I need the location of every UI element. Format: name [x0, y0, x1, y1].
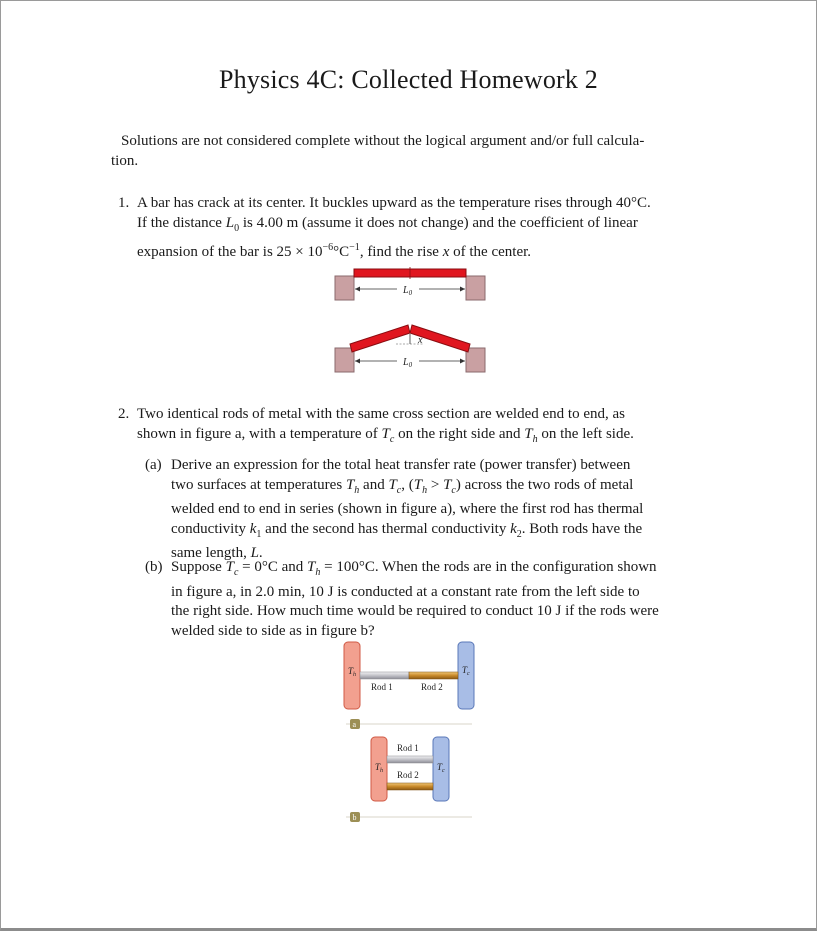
rod-2-label-a: Rod 2: [421, 682, 443, 692]
part-a-line: same length, L.: [171, 545, 263, 561]
part-a-line: welded end to end in series (shown in figure a), where the first rod has thermal: [171, 501, 644, 517]
part-b-line: in figure a, in 2.0 min, 10 J is conducted at a constant rate from the left side to: [171, 583, 640, 600]
l0-label-top: $L_0$: [403, 285, 413, 297]
figure-2-rods: [1, 1, 819, 936]
problem-2-line: shown in figure a, with a temperature of $T_c$ on the right side and $T_h$ on the left side.: [137, 425, 634, 445]
problem-1-number: 1.: [118, 195, 130, 211]
th-label-a: $T_h$: [348, 666, 357, 678]
figure-b-tag-text: b: [352, 813, 357, 822]
rod-1-label-b: Rod 1: [397, 743, 419, 753]
tc-label-b: $T_c$: [437, 762, 445, 774]
intro-line: Solutions are not considered complete without the logical argument and/or full calcula-: [121, 133, 645, 149]
rise-label: x: [418, 335, 423, 346]
part-a-line: Derive an expression for the total heat transfer rate (power transfer) between: [171, 457, 631, 473]
problem-1-line: If the distance $L_0$ is 4.00 m (assume it does not change) and the coefficient of linear: [137, 214, 638, 234]
part-b-line: the right side. How much time would be required to conduct 10 J if the rods were: [171, 603, 659, 619]
rod-2-label-b: Rod 2: [397, 770, 419, 780]
intro-line: tion.: [111, 152, 139, 169]
part-a-label: (a): [145, 457, 162, 473]
l0-label-bottom: $L_0$: [403, 357, 413, 369]
problem-2-number: 2.: [118, 406, 130, 422]
figure-a-tag-text: a: [352, 720, 357, 729]
rod-1-b: [387, 756, 433, 763]
part-b-line: welded side to side as in figure b?: [171, 622, 375, 639]
problem-1-line: A bar has crack at its center. It buckles upward as the temperature rises through 40°C.: [137, 195, 651, 211]
problem-1-line: expansion of the bar is $25 \times 10^{-6}^\circ C^{-1}$, find the rise x of the center.: [137, 242, 532, 260]
th-label-b: $T_h$: [375, 762, 384, 774]
rod-2-b: [387, 783, 433, 790]
problem-2-line: Two identical rods of metal with the same cross section are welded end to end, as: [137, 406, 625, 422]
rod-1-label-a: Rod 1: [371, 682, 393, 692]
rod-2-a: [409, 672, 458, 679]
part-b-line: Suppose $T_c = 0^\circ C$ and $T_h = 100^\circ C$. When the rods are in the configuration shown: [171, 559, 657, 578]
part-a-line: conductivity $k_1$ and the second has thermal conductivity $k_2$. Both rods have the: [171, 520, 643, 540]
part-a-line: two surfaces at temperatures $T_h$ and $T_c$, $(T_h > T_c)$ across the two rods of metal: [171, 476, 634, 496]
tc-label-a: $T_c$: [462, 665, 470, 677]
part-b-label: (b): [145, 559, 163, 575]
rod-1-a: [360, 672, 409, 679]
page-title: Physics 4C: Collected Homework 2: [218, 65, 599, 94]
cold-plate-a: [458, 642, 474, 709]
